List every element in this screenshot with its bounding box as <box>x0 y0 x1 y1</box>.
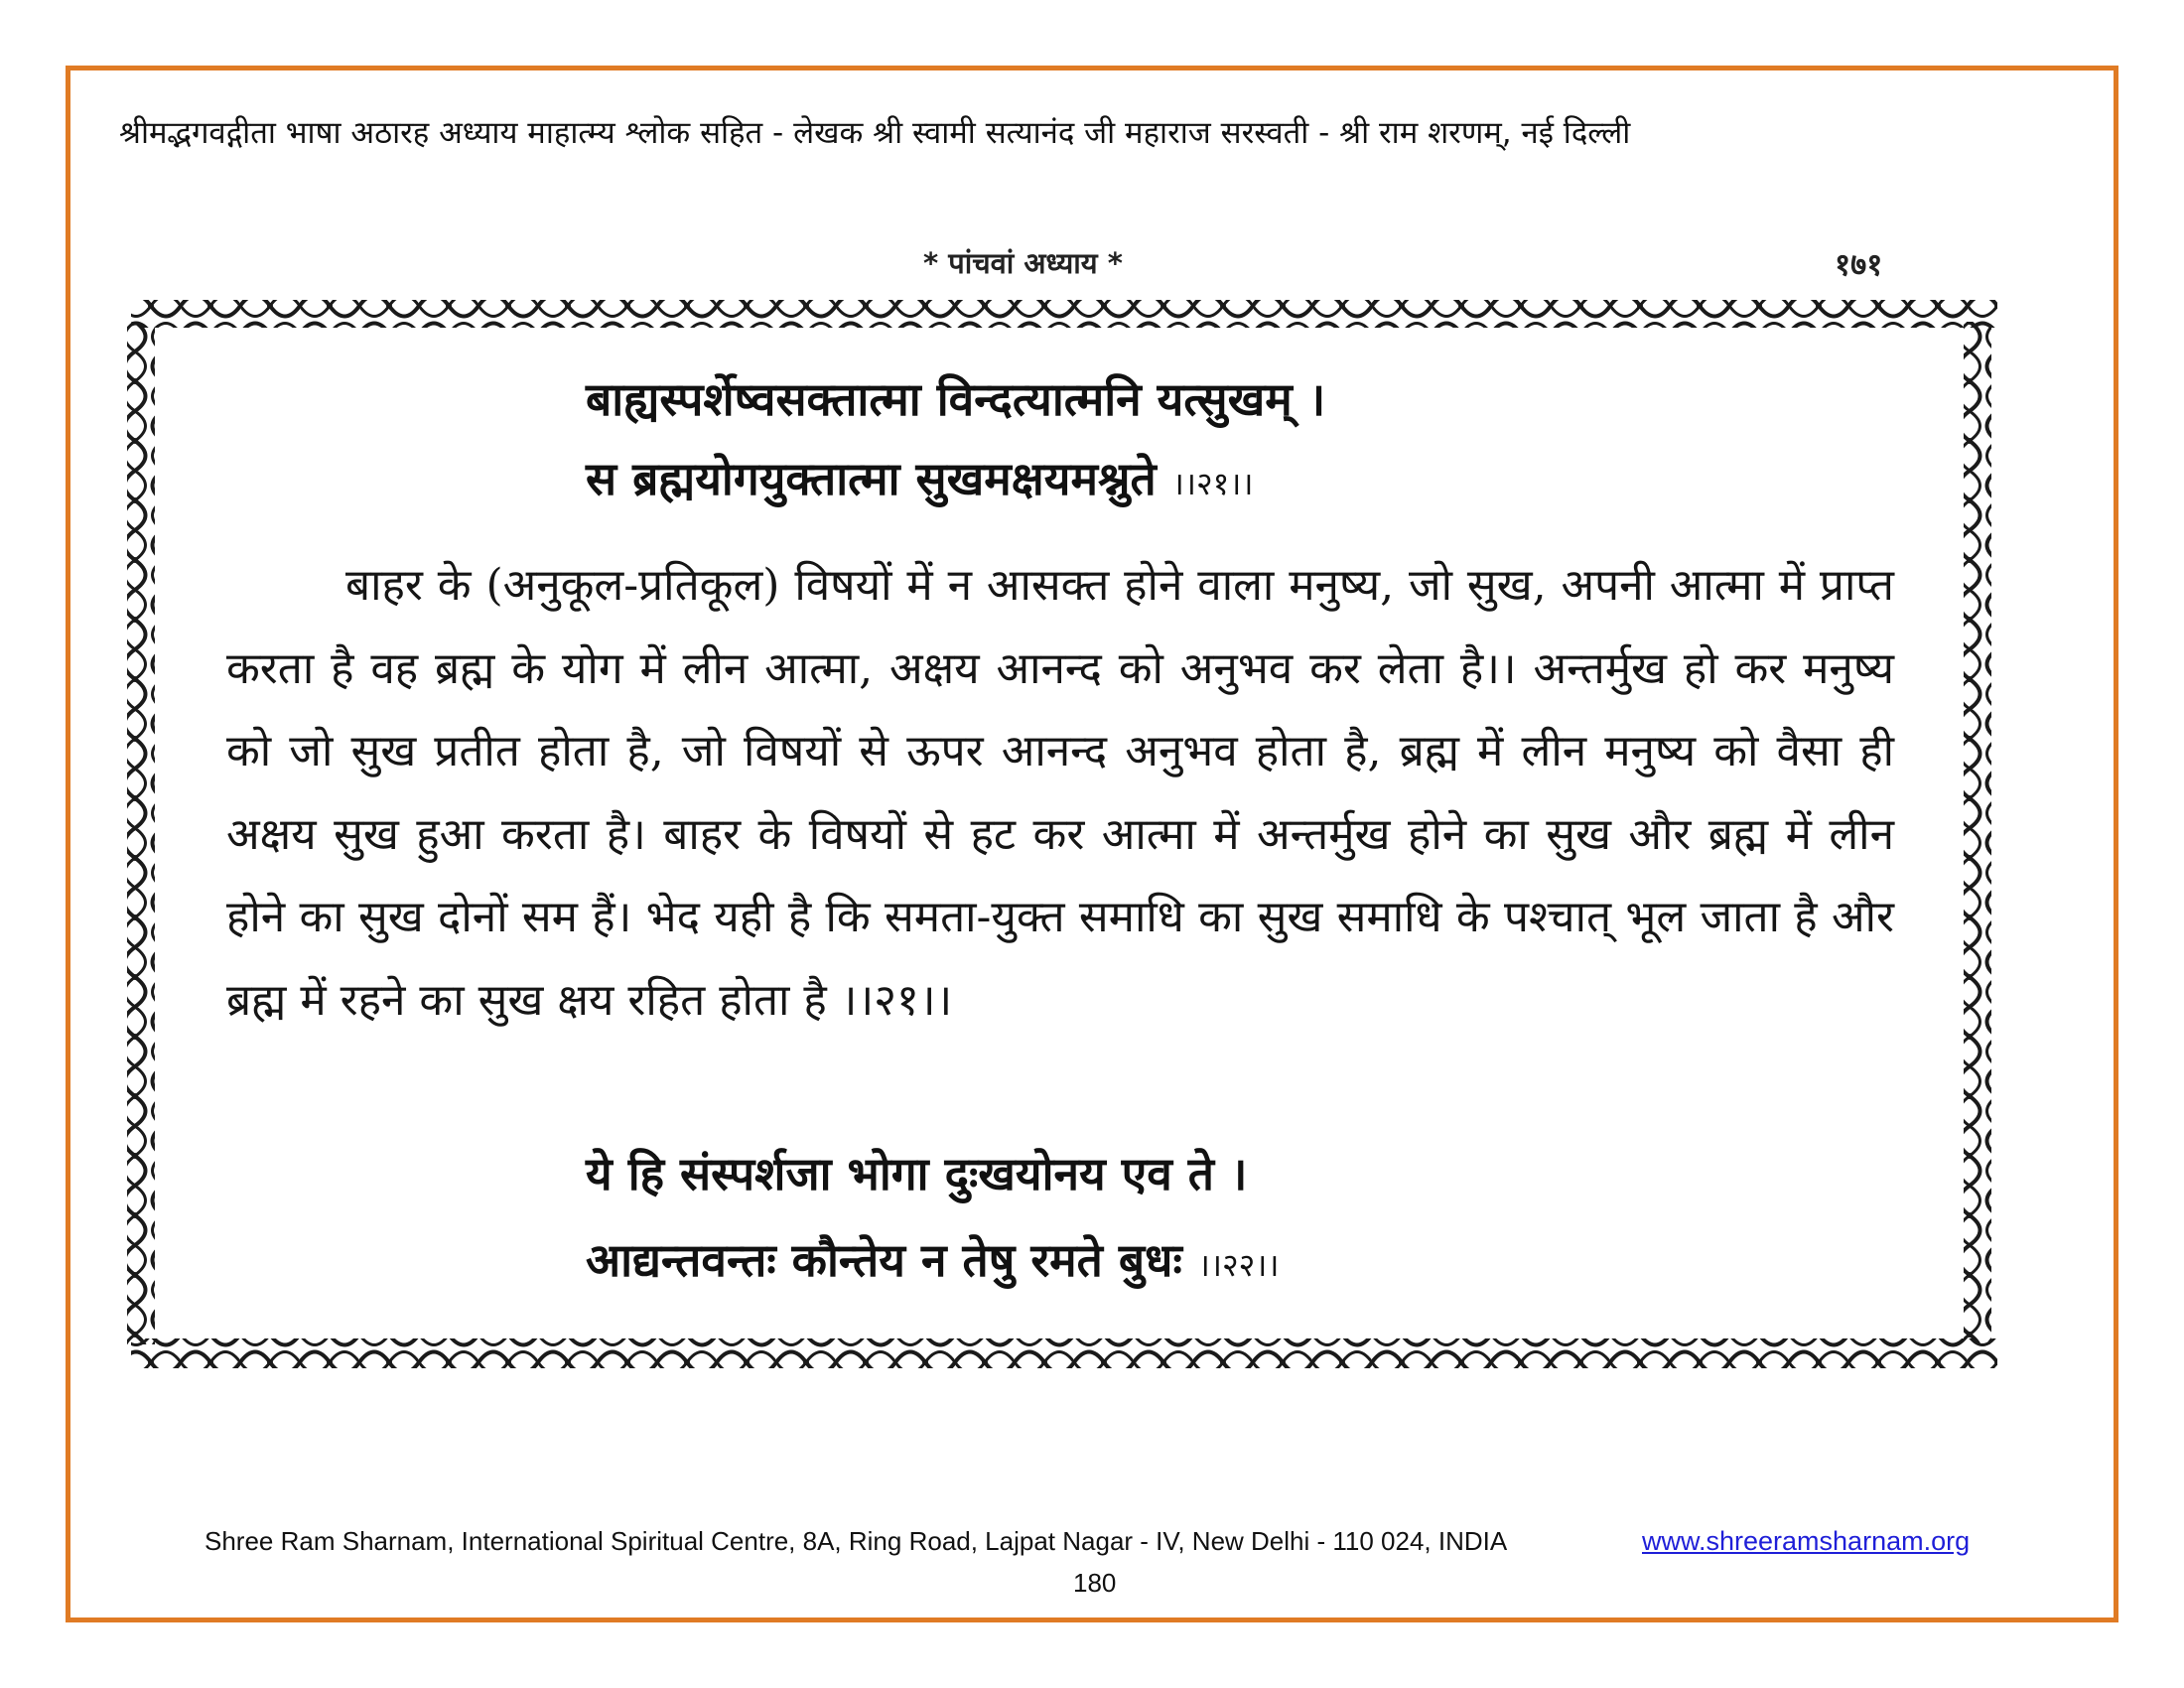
verse-21-line-1: बाह्यस्पर्शेष्वसक्तात्मा विन्दत्यात्मनि यत्सुखम् । <box>586 372 1326 426</box>
verse-21-line-2-text: स ब्रह्मयोगयुक्तात्मा सुखमक्षयमश्नुते <box>586 452 1157 505</box>
verse-22-line-2 <box>586 1228 1280 1290</box>
footer-page-number: 180 <box>1073 1568 1117 1598</box>
verse-22-number: ।।२२।। <box>1197 1246 1280 1284</box>
verse-21-number: ।।२१।। <box>1171 465 1254 502</box>
website-link[interactable]: www.shreeramsharnam.org <box>1642 1526 1971 1556</box>
book-title-header: श्रीमद्भगवद्गीता भाषा अठारह अध्याय माहात्म्य श्लोक सहित - लेखक श्री स्वामी सत्यानंद जी महाराज सरस्वती - श्री राम शरणम्, नई दिल्ली <box>119 115 1631 151</box>
verse-22-line-1: ये हि संस्पर्शजा भोगा दुःखयोनय एव ते । <box>586 1147 1248 1200</box>
commentary-21: बाहर के (अनुकूल-प्रतिकूल) विषयों में न आसक्त होने वाला मनुष्य, जो सुख, अपनी आत्मा में प्राप्त करता है वह ब्रह्म के योग में लीन आत्मा, अक्षय आनन्द को अनुभव कर लेता है।। अन्तर्मुख हो कर मनुष्य को जो सुख प्रतीत होता है, जो विषयों से ऊपर आनन्द अनुभव होता है, ब्रह्म में लीन मनुष्य को वैसा ही अक्षय सुख हुआ करता है। बाहर के विषयों से हट कर आत्मा में अन्तर्मुख होने का सुख और ब्रह्म में लीन होने का सुख दोनों सम हैं। भेद यही है कि समता-युक्त समाधि का सुख समाधि के पश्चात् भूल जाता है और ब्रह्म में रहने का सुख क्षय रहित होता है ।।२१।। <box>226 560 1894 1026</box>
footer-address: Shree Ram Sharnam, International Spiritual Centre, 8A, Ring Road, Lajpat Nagar - IV, New Delhi - 110 024, INDIA <box>205 1526 1508 1556</box>
chapter-heading: * पांचवां अध्याय * <box>923 246 1123 280</box>
verse-22-line-2-text: आद्यन्तवन्तः कौन्तेय न तेषु रमते बुधः <box>586 1233 1182 1287</box>
scan-page-number: १७१ <box>1835 247 1883 283</box>
verse-21-line-2 <box>586 447 1254 508</box>
